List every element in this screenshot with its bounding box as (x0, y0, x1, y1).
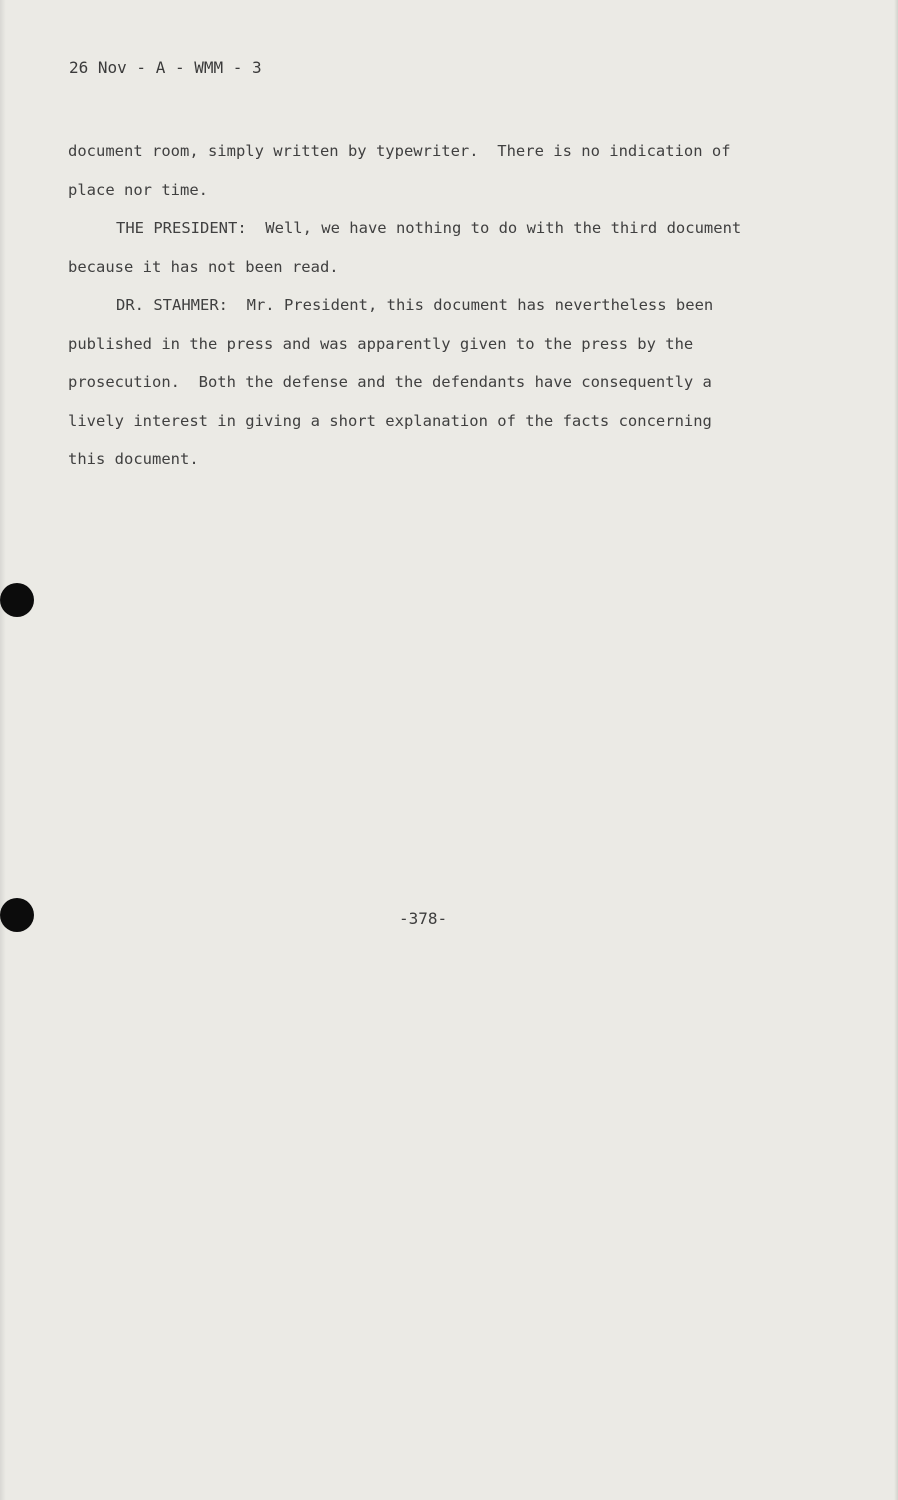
punch-hole (0, 583, 34, 617)
punch-hole (0, 898, 34, 932)
right-edge-shadow (894, 0, 898, 1500)
page-header-reference: 26 Nov - A - WMM - 3 (69, 58, 262, 77)
body-line: document room, simply written by typewriter. There is no indication of (68, 142, 731, 160)
body-line: prosecution. Both the defense and the defendants have consequently a (68, 373, 712, 391)
body-line: place nor time. (68, 180, 208, 199)
page-number: -378- (399, 909, 448, 928)
body-line: because it has not been read. (68, 257, 339, 276)
body-line: THE PRESIDENT: Well, we have nothing to do with the third document (116, 219, 742, 237)
body-line: lively interest in giving a short explanation of the facts concerning (68, 411, 712, 430)
body-line: this document. (68, 450, 199, 468)
transcript-body (68, 132, 788, 479)
left-edge-shadow (0, 0, 6, 1500)
body-line: DR. STAHMER: Mr. President, this document has nevertheless been (116, 296, 714, 314)
body-line: published in the press and was apparently given to the press by the (68, 334, 694, 353)
